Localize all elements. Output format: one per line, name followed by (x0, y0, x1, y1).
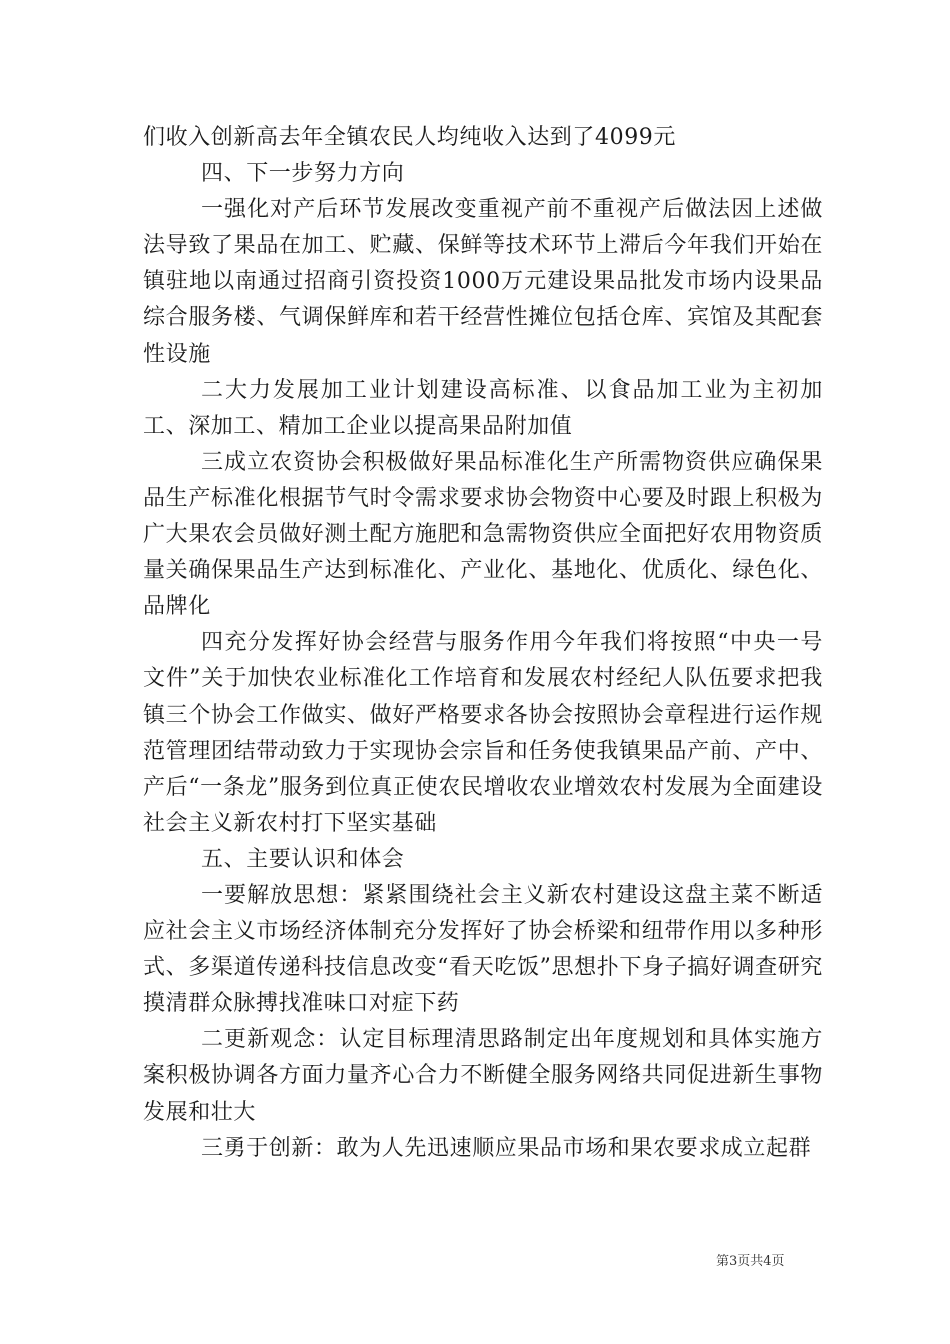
paragraph-agri-supplies-association: 三成立农资协会积极做好果品标准化生产所需物资供应确保果品生产标准化根据节气时令需求要求协会物资中心要及时跟上积极为广大果农会员做好测土配方施肥和急需物资供应全面把好农用物资质量关确保果品生产达到标准化、产业化、基地化、优质化、绿色化、品牌化 (143, 449, 823, 620)
paragraph-innovate: 三勇于创新：敢为人先迅速顺应果品市场和果农要求成立起群 (201, 1135, 812, 1161)
paragraph-post-harvest: 一强化对产后环节发展改变重视产前不重视产后做法因上述做法导致了果品在加工、贮藏、保鲜等技术环节上滞后今年我们开始在镇驻地以南通过招商引资投资1000万元建设果品批发市场内设果品综合服务楼、气调保鲜库和若干经营性摊位包括仓库、宾馆及其配套性设施 (143, 197, 823, 367)
paragraph-processing-industry: 二大力发展加工业计划建设高标准、以食品加工业为主初加工、深加工、精加工企业以提高果品附加值 (143, 377, 823, 439)
section-heading-insights: 五、主要认识和体会 (201, 846, 405, 872)
paragraph-continuation: 们收入创新高去年全镇农民人均纯收入达到了4099元 (143, 125, 676, 150)
paragraph-liberate-thinking: 一要解放思想：紧紧围绕社会主义新农村建设这盘主菜不断适应社会主义市场经济体制充分发挥好了协会桥梁和纽带作用以多种形式、多渠道传递科技信息改变“看天吃饭”思想扑下身子搞好调查研究摸清群众脉搏找准味口对症下药 (143, 882, 823, 1017)
document-body (143, 120, 823, 1167)
paragraph-update-concepts: 二更新观念：认定目标理清思路制定出年度规划和具体实施方案积极协调各方面力量齐心合力不断健全服务网络共同促进新生事物发展和壮大 (143, 1027, 823, 1125)
paragraph-association-services: 四充分发挥好协会经营与服务作用今年我们将按照“中央一号文件”关于加快农业标准化工作培育和发展农村经纪人队伍要求把我镇三个协会工作做实、做好严格要求各协会按照协会章程进行运作规范管理团结带动致力于实现协会宗旨和任务使我镇果品产前、产中、产后“一条龙”服务到位真正使农民增收农业增效农村发展为全面建设社会主义新农村打下坚实基础 (143, 630, 823, 836)
page-number-footer: 第3页共4页 (716, 1254, 785, 1269)
section-heading-next-steps: 四、下一步努力方向 (201, 161, 405, 187)
